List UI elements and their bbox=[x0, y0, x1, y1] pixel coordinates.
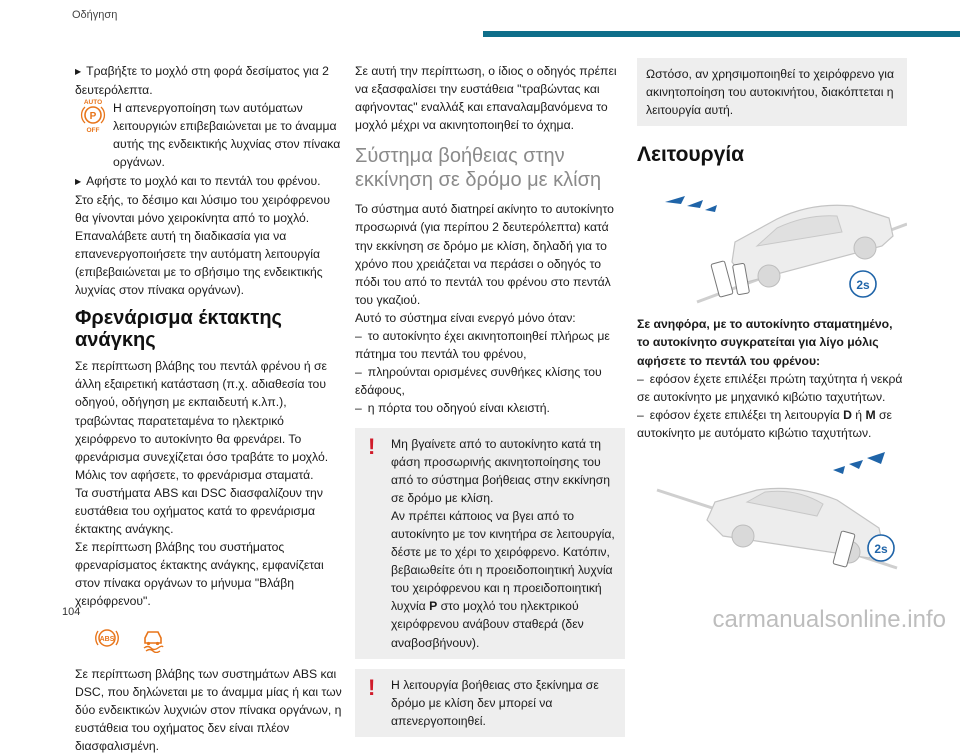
timer-icon bbox=[868, 535, 894, 561]
uphill-car-illustration bbox=[637, 184, 907, 304]
dsc-warning-icon bbox=[139, 625, 167, 653]
active-conditions-intro: Αυτό το σύστημα είναι ενεργό μόνο όταν: bbox=[355, 310, 576, 325]
column-left bbox=[75, 62, 347, 755]
abs-fault-text: Σε περίπτωση βλάβης των συστημάτων ABS και DSC, που δηλώνεται με το άναμμα μίας ή και των δύο ενδεικτικών λυχνιών στον πίνακα οργάνων, η ευστάθεια του οχήματος δεν είναι πλέον διασφαλισμένη. bbox=[75, 666, 342, 753]
reactivate-text: Επαναλάβετε αυτή τη διαδικασία για να επανενεργοποιήσετε την αυτόματη λειτουργία (επιβεβαιώνεται με το σβήσιμο της ενδεικτικής λυχνίας στον πίνακα οργάνων). bbox=[75, 228, 323, 298]
fault-message-text: Σε περίπτωση βλάβης του συστήματος φρεναρίσματος έκτακτης ανάγκης, εμφανίζεται στον πίνακα οργάνων το μήνυμα "Βλάβη χειρόφρενου". bbox=[75, 540, 324, 609]
pedals-icon bbox=[711, 261, 750, 297]
warning-text: Μη βγαίνετε από το αυτοκίνητο κατά τη φάση προσωρινής ακινητοποίησης του από το σύστημα βοήθειας στην εκκίνηση σε δρόμο με κλίση. bbox=[391, 436, 611, 505]
auto-p-off-icon bbox=[79, 97, 107, 133]
p-symbol: P bbox=[429, 599, 438, 614]
warning-box-no-deactivate bbox=[355, 669, 625, 737]
condition-item: – η πόρτα του οδηγού είναι κλειστή. bbox=[355, 399, 625, 417]
abs-dsc-text: Τα συστήματα ABS και DSC διασφαλίζουν την ευστάθεια του οχήματος κατά το φρενάρισμα έκτακτης ανάγκης. bbox=[75, 485, 323, 537]
auto-icon-bottom-text: OFF bbox=[86, 127, 100, 134]
abs-icon-label: ABS bbox=[99, 635, 115, 643]
condition-item: – το αυτοκίνητο έχει ακινητοποιηθεί πλήρως με πάτημα του πεντάλ του φρένου, bbox=[355, 327, 625, 363]
uphill-hold-text: Σε ανηφόρα, με το αυτοκίνητο σταματημένο, το αυτοκίνητο συγκρατείται για λίγο μόλις αφήσετε το πεντάλ του φρένου: bbox=[637, 317, 893, 368]
auto-off-text: Η απενεργοποίηση των αυτόματων λειτουργιών επιβεβαιώνεται με το άναμμα αυτής της ενδεικτικής λυχνίας στον πίνακα οργάνων. bbox=[113, 101, 341, 170]
warning-text: Η λειτουργία βοήθειας στο ξεκίνημα σε δρόμο με κλίση δεν μπορεί να απενεργοποιηθεί. bbox=[391, 677, 599, 728]
mode-m: M bbox=[865, 407, 876, 422]
timer-label: 2s bbox=[856, 278, 870, 293]
backward-arrow-icon bbox=[665, 196, 717, 212]
auto-gearbox-condition: – εφόσον έχετε επιλέξει τη λειτουργία D ή M σε αυτοκίνητο με αυτόματο κιβώτιο ταχυτήτων. bbox=[637, 406, 907, 442]
timer-icon bbox=[850, 271, 876, 297]
warning-box-leave-vehicle bbox=[355, 428, 625, 659]
hill-start-description: Το σύστημα αυτό διατηρεί ακίνητο το αυτοκίνητο προσωρινά (για περίπου 2 δευτερόλεπτα) κατά την εκκίνηση σε δρόμο με κλίση, δηλαδή για το χρόνο που χρειάζεται να περάσει ο οδηγός το πόδι του από το πεντάλ του φρένου στο πεντάλ του γκαζιού. bbox=[355, 202, 614, 307]
downhill-car-illustration bbox=[637, 450, 907, 570]
manual-mode-text: Στο εξής, το δέσιμο και λύσιμο του χειρόφρενου θα γίνονται μόνο χειροκίνητα από το μοχλό. bbox=[75, 192, 331, 225]
emergency-braking-text: Σε περίπτωση βλάβης του πεντάλ φρένου ή σε άλλη εξαιρετική κατάσταση (π.χ. αδιαθεσία του οδηγού, οδήγηση με εκπαιδευτή κ.λπ.), τραβώντας παρατεταμένα το ηλεκτρικό χειρόφρενο το αυτοκίνητο θα φρενάρει. Το φρενάρισμα συνεχίζεται όσο τραβάτε το μοχλό. Μόλις τον αφήσετε, το φρενάρισμα σταματά. bbox=[75, 359, 329, 482]
manual-gearbox-condition: – εφόσον έχετε επιλέξει πρώτη ταχύτητα ή νεκρά σε αυτοκίνητο με μηχανικό κιβώτιο ταχυτήτων. bbox=[637, 370, 907, 406]
warning-icon: ! bbox=[368, 433, 376, 459]
page-number: 104 bbox=[62, 606, 81, 618]
info-box bbox=[637, 58, 907, 126]
header-accent-bar bbox=[483, 31, 960, 37]
column-middle bbox=[355, 62, 625, 747]
condition-item: – πληρούνται ορισμένες συνθήκες κλίσης του εδάφους, bbox=[355, 363, 625, 399]
instruction-pull-lever: ▶ Τραβήξτε το μοχλό στη φορά δεσίματος για 2 δευτερόλεπτα. bbox=[75, 62, 347, 99]
forward-arrow-icon bbox=[833, 452, 885, 474]
auto-off-note bbox=[75, 99, 347, 171]
abs-warning-icon bbox=[93, 625, 121, 651]
auto-icon-top-text: AUTO bbox=[83, 99, 103, 107]
info-text: Ωστόσο, αν χρησιμοποιηθεί το χειρόφρενο για ακινητοποίηση του αυτοκινήτου, διακόπτεται η λειτουργία αυτή. bbox=[646, 67, 895, 118]
warning-lamps bbox=[93, 625, 347, 653]
timer-label: 2s bbox=[874, 542, 888, 557]
instruction-release: ▶ Αφήστε το μοχλό και το πεντάλ του φρένου. bbox=[75, 172, 347, 191]
emergency-braking-heading: Φρενάρισμα έκτακτης ανάγκης bbox=[75, 307, 282, 352]
watermark: carmanualsonline.info bbox=[712, 606, 946, 633]
column-right bbox=[637, 62, 907, 581]
operation-heading: Λειτουργία bbox=[637, 143, 745, 167]
mode-d: D bbox=[843, 407, 852, 422]
manual-stability-text: Σε αυτή την περίπτωση, ο ίδιος ο οδηγός πρέπει να εξασφαλίσει την ευστάθεια "τραβώντας και αφήνοντας" εναλλάξ και επαναλαμβανόμενα το μοχλό μέχρι να ακινητοποιηθεί το όχημα. bbox=[355, 64, 617, 133]
hill-start-heading: Σύστημα βοήθειας στην εκκίνηση σε δρόμο με κλίση bbox=[355, 145, 602, 192]
auto-icon-letter: P bbox=[89, 111, 97, 123]
warning-text-2: Αν πρέπει κάποιος να βγει από το αυτοκίνητο με τον κινητήρα σε λειτουργία, δέστε με το χέρι το χειρόφρενο. Κατόπιν, βεβαιωθείτε ότι η προειδοποιητική λυχνία του χειρόφρενου και η προειδοποιητική λυχνία P στο μοχλό του ηλεκτρικού χειρόφρενου ανάβουν σταθερά (δεν αναβοσβήνουν). bbox=[391, 508, 615, 650]
section-title: Οδήγηση bbox=[72, 9, 118, 21]
warning-icon: ! bbox=[368, 674, 376, 700]
